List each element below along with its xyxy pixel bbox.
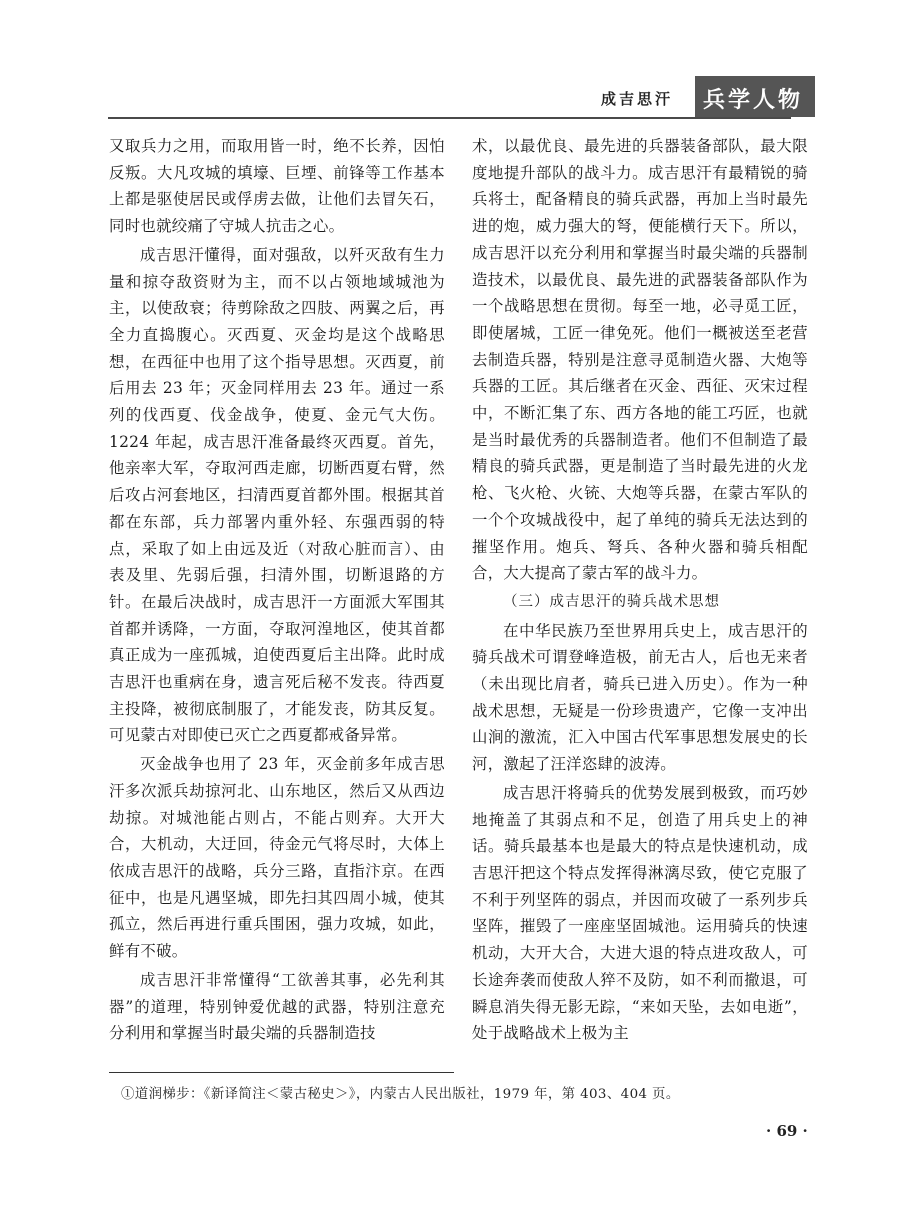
paragraph: 灭金战争也用了 23 年，灭金前多年成吉思汗多次派兵劫掠河北、山东地区，然后又从西边劫掠。对城池能占则占，不能占则弃。大开大合，大机动，大迂回，待金元气将尽时，大体上依成吉思汗的战略，兵分三路，直指汴京。在西征中，也是凡遇坚城，即先扫其四周小城，使其孤立，然后再进行重兵围困，强力攻城，如此，鲜有不破。 — [109, 755, 445, 961]
paragraph: 成吉思汗将骑兵的优势发展到极致，而巧妙地掩盖了其弱点和不足，创造了用兵史上的神话。骑兵最基本也是最大的特点是快速机动，成吉思汗把这个特点发挥得淋漓尽致，使它克服了不利于列坚阵的弱点，并因而攻破了一系列步兵坚阵，摧毁了一座座坚固城池。运用骑兵的快速机动，大开大合，大进大退的特点进攻敌人，可长途奔袭而使敌人猝不及防，如不利而撤退，可瞬息消失得无影无踪，“来如天坠，去如电逝”，处于战略战术上极为主 — [472, 783, 808, 1043]
section-tab-notch — [683, 76, 695, 117]
page-number: · 69 · — [766, 1122, 808, 1140]
paragraph: 成吉思汗非常懂得“工欲善其事，必先利其器”的道理，特别钟爱优越的武器，特别注意充分利用和掌握当时最尖端的兵器制造技 — [109, 970, 445, 1043]
footnote-rule — [109, 1072, 454, 1073]
paragraph: 成吉思汗懂得，面对强敌，以歼灭敌有生力量和掠夺敌资财为主，而不以占领地域城池为主，以使敌衰；待剪除敌之四肢、两翼之后，再全力直捣腹心。灭西夏、灭金均是这个战略思想，在西征中也用了这个指导思想。灭西夏，前后用去 23 年；灭金同样用去 23 年。通过一系列的伐西夏、伐金战争，使夏、金元气大伤。1224 年起，成吉思汗准备最终灭西夏。首先，他亲率大军，夺取河西走廊，切断西夏右臂，然后攻占河套地区，扫清西夏首都外围。根据其首都在东部，兵力部署内重外轻、东强西弱的特点，采取了如上由远及近（对敌心脏而言）、由表及里、先弱后强，扫清外围，切断退路的方针。在最后决战时，成吉思汗一方面派大军围其首都并诱降，一方面，夺取河湟地区，使其首都真正成为一座孤城，迫使西夏后主出降。此时成吉思汗也重病在身，遗言死后秘不发丧。待西夏主投降，被彻底制服了，才能发丧，防其反复。可见蒙古对即使已灭亡之西夏都戒备异常。 — [109, 245, 445, 745]
paragraph: 在中华民族乃至世界用兵史上，成吉思汗的骑兵战术可谓登峰造极，前无古人，后也无来者（未出现比肩者，骑兵已进入历史）。作为一种战术思想，无疑是一份珍贵遗产，它像一支冲出山涧的激流，汇入中国古代军事思想发展史的长河，激起了汪洋恣肆的波涛。 — [472, 621, 808, 774]
paragraph: 术，以最优良、最先进的兵器装备部队，最大限度地提升部队的战斗力。成吉思汗有最精锐的骑兵将士，配备精良的骑兵武器，再加上当时最先进的炮，威力强大的弩，便能横行天下。所以，成吉思汗以充分利用和掌握当时最尖端的兵器制造技术，以最优良、最先进的武器装备部队作为一个战略思想在贯彻。每至一地，必寻觅工匠，即使屠城，工匠一律免死。他们一概被送至老营去制造兵器，特别是注意寻觅制造火器、大炮等兵器的工匠。其后继者在灭金、西征、灭宋过程中，不断汇集了东、西方各地的能工巧匠，也就是当时最优秀的兵器制造者。他们不但制造了最精良的骑兵武器，更是制造了当时最先进的火龙枪、飞火枪、火铳、大炮等兵器，在蒙古军队的一个个攻城战役中，起了单纯的骑兵无法达到的摧坚作用。炮兵、弩兵、各种火器和骑兵相配合，大大提高了蒙古军的战斗力。 — [472, 137, 808, 583]
left-column — [109, 133, 445, 1049]
running-head-book-title: 成吉思汗 — [600, 90, 673, 108]
paragraph: 又取兵力之用，而取用皆一时，绝不长养，因怕反叛。大凡攻城的填壕、巨堙、前锋等工作基本上都是驱使居民或俘虏去做，让他们去冒矢石，同时也就绞痛了守城人抗击之心。 — [109, 137, 445, 236]
right-column — [472, 133, 808, 1049]
section-subheading: （三）成吉思汗的骑兵战术思想 — [503, 593, 720, 610]
header-rule — [108, 117, 791, 119]
footnote: ①道润梯步：《新译简注＜蒙古秘史＞》，内蒙古人民出版社，1979 年，第 403、404 页。 — [121, 1087, 680, 1102]
running-head-section-title: 兵学人物 — [703, 88, 804, 113]
